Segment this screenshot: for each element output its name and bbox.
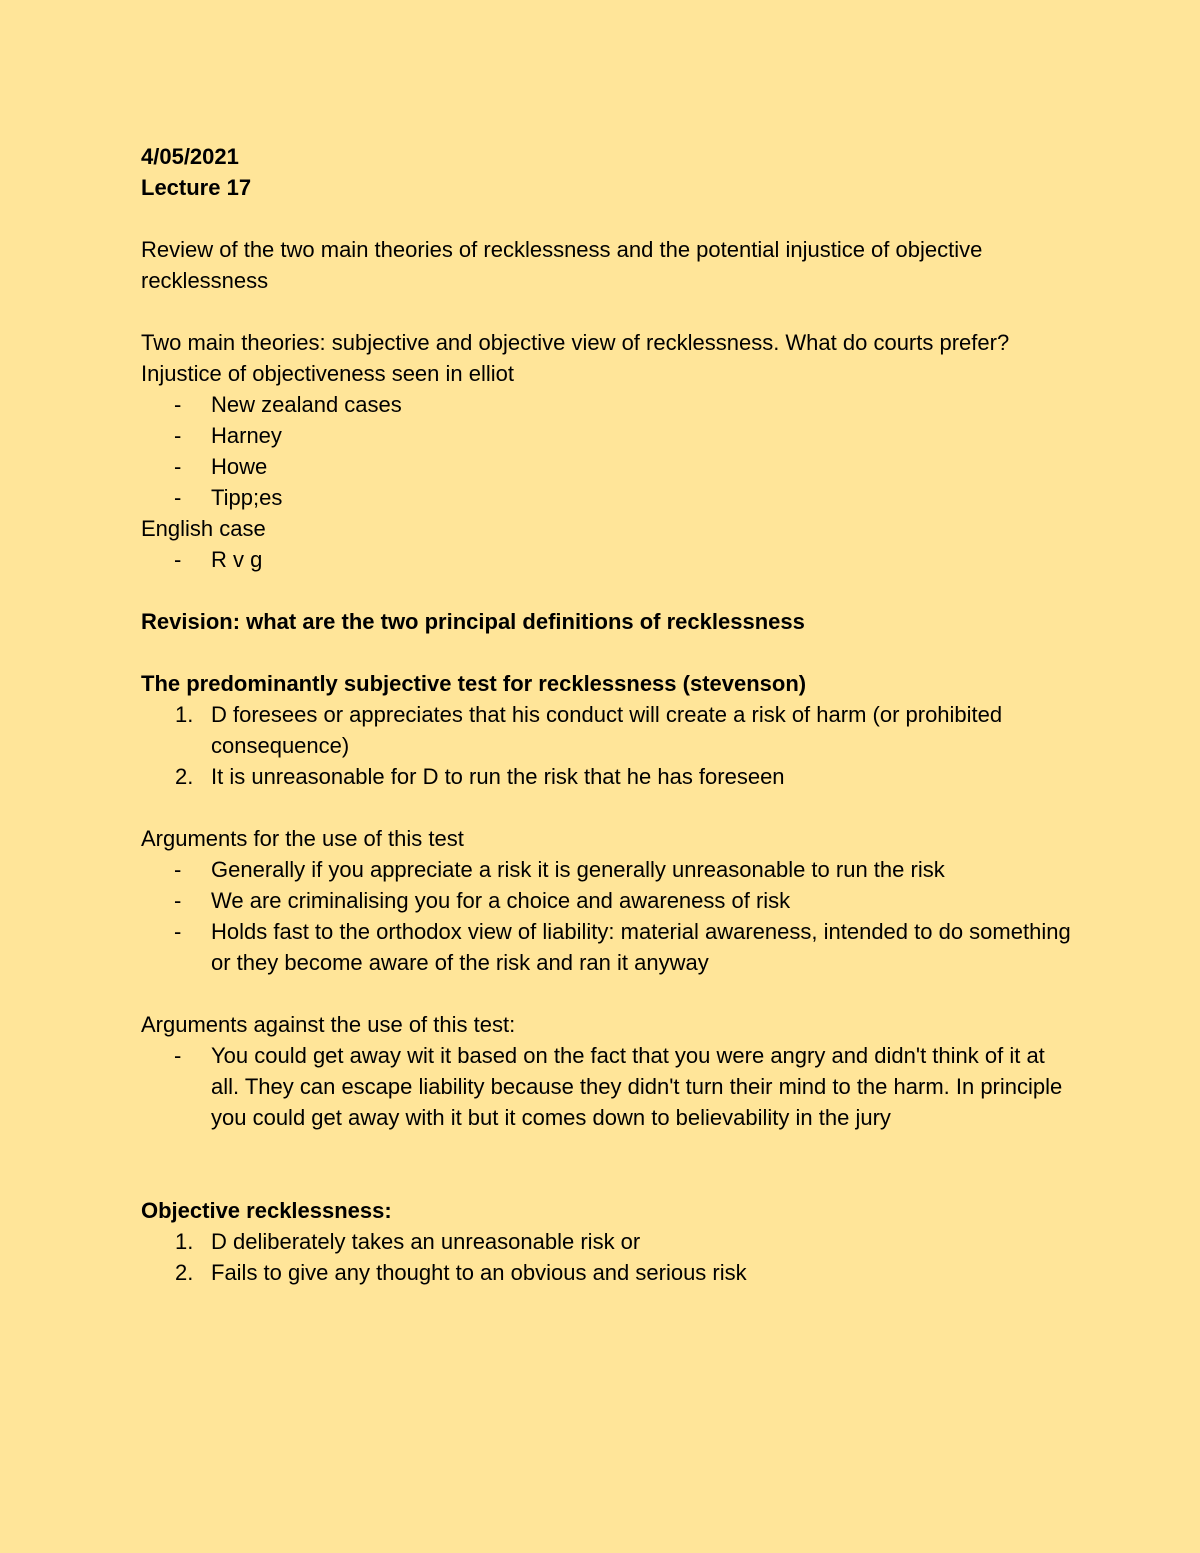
list-item: 1. D foresees or appreciates that his conduct will create a risk of harm (or prohibited consequence) [141, 699, 1071, 761]
list-item: - We are criminalising you for a choice and awareness of risk [141, 885, 1071, 916]
spacer [141, 296, 1071, 327]
list-number: 1. [175, 702, 194, 727]
spacer [141, 1133, 1071, 1195]
arguments-against-heading: Arguments against the use of this test: [141, 1012, 516, 1037]
arguments-for-heading: Arguments for the use of this test [141, 826, 464, 851]
dash-bullet: - [174, 423, 182, 448]
dash-bullet: - [174, 485, 182, 510]
objective-recklessness-heading: Objective recklessness: [141, 1198, 392, 1223]
dash-bullet: - [174, 857, 182, 882]
list-item: - Harney [141, 420, 1071, 451]
list-item: - R v g [141, 544, 1071, 575]
spacer [141, 637, 1071, 668]
english-case-heading: English case [141, 516, 266, 541]
theories-paragraph: Two main theories: subjective and objective view of recklessness. What do courts prefer? Injustice of objectiveness seen in elliot [141, 330, 1010, 386]
revision-heading: Revision: what are the two principal definitions of recklessness [141, 609, 805, 634]
list-number: 2. [175, 1260, 194, 1285]
english-cases-list [141, 544, 1071, 575]
subjective-test-heading: The predominantly subjective test for recklessness (stevenson) [141, 671, 807, 696]
list-item: - Howe [141, 451, 1071, 482]
objective-recklessness-list [141, 1226, 1071, 1288]
list-item: - Holds fast to the orthodox view of liability: material awareness, intended to do something or they become aware of the risk and ran it anyway [141, 916, 1071, 978]
spacer [141, 978, 1071, 1009]
list-number: 1. [175, 1229, 194, 1254]
spacer [141, 203, 1071, 234]
document-body [141, 141, 1071, 1288]
list-item: 2. It is unreasonable for D to run the risk that he has foreseen [141, 761, 1071, 792]
list-item: - Tipp;es [141, 482, 1071, 513]
list-item: 2. Fails to give any thought to an obvious and serious risk [141, 1257, 1071, 1288]
spacer [141, 792, 1071, 823]
list-item: - You could get away wit it based on the fact that you were angry and didn't think of it at all. They can escape liability because they didn't turn their mind to the harm. In principle you could get away with it but it comes down to believability in the jury [141, 1040, 1071, 1133]
dash-bullet: - [174, 919, 182, 944]
spacer [141, 575, 1071, 606]
intro-paragraph: Review of the two main theories of recklessness and the potential injustice of objective recklessness [141, 237, 983, 293]
dash-bullet: - [174, 547, 182, 572]
list-item: - New zealand cases [141, 389, 1071, 420]
list-item: - Generally if you appreciate a risk it is generally unreasonable to run the risk [141, 854, 1071, 885]
arguments-for-list [141, 854, 1071, 978]
nz-cases-list [141, 389, 1071, 513]
subjective-test-list [141, 699, 1071, 792]
lecture-title: Lecture 17 [141, 175, 252, 200]
dash-bullet: - [174, 1043, 182, 1068]
dash-bullet: - [174, 888, 182, 913]
dash-bullet: - [174, 392, 182, 417]
dash-bullet: - [174, 454, 182, 479]
list-item: 1. D deliberately takes an unreasonable risk or [141, 1226, 1071, 1257]
list-number: 2. [175, 764, 194, 789]
arguments-against-list [141, 1040, 1071, 1133]
lecture-date: 4/05/2021 [141, 144, 239, 169]
